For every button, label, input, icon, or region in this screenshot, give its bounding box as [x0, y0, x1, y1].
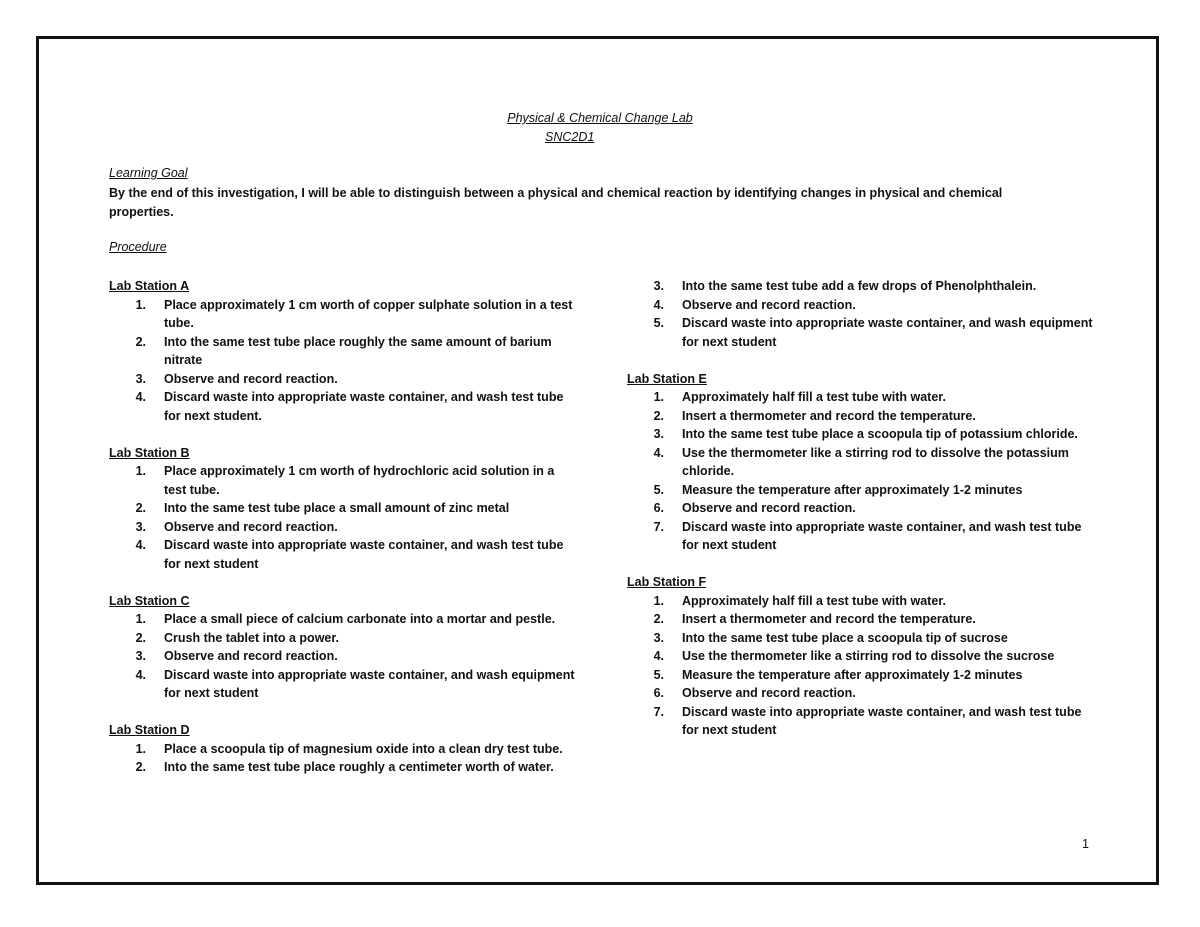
station-c — [109, 592, 579, 703]
list-item: 2. Into the same test tube place roughly the same amount of barium nitrate — [135, 334, 552, 367]
page-number: 1 — [1082, 837, 1089, 851]
station-heading: Lab Station D — [109, 723, 190, 737]
list-item: 4. Use the thermometer like a stirring rod to dissolve the sucrose — [653, 649, 1055, 663]
list-item: 2. Insert a thermometer and record the temperature. — [653, 612, 976, 626]
list-item: 4. Discard waste into appropriate waste container, and wash equipment for next student — [135, 667, 575, 700]
document-title: Physical & Chemical Change Lab — [507, 111, 693, 125]
list-item: 1. Place approximately 1 cm worth of copper sulphate solution in a test tube. — [135, 297, 573, 330]
list-item: 4. Discard waste into appropriate waste container, and wash test tube for next student — [135, 538, 564, 571]
list-item: 2. Into the same test tube place roughly a centimeter worth of water. — [135, 760, 554, 774]
station-b — [109, 444, 579, 574]
list-item: 6. Observe and record reaction. — [653, 501, 856, 515]
list-item: 3. Observe and record reaction. — [135, 371, 338, 386]
list-item: 2. Crush the tablet into a power. — [135, 630, 340, 645]
list-item: 5. Discard waste into appropriate waste container, and wash equipment for next student — [653, 316, 1093, 349]
list-item: 2. Insert a thermometer and record the temperature. — [653, 408, 976, 423]
list-item: 1. Place a small piece of calcium carbonate into a mortar and pestle. — [135, 612, 556, 626]
list-item: 2. Into the same test tube place a small amount of zinc metal — [135, 501, 510, 515]
list-item: 6. Observe and record reaction. — [653, 686, 856, 700]
list-item: 4. Discard waste into appropriate waste container, and wash test tube for next student. — [135, 390, 564, 423]
list-item: 1. Approximately half fill a test tube with water. — [653, 390, 946, 404]
list-item: 7. Discard waste into appropriate waste container, and wash test tube for next student — [653, 519, 1082, 552]
list-item: 7. Discard waste into appropriate waste container, and wash test tube for next student — [653, 704, 1082, 737]
course-code: SNC2D1 — [545, 130, 595, 144]
list-item: 1. Place a scoopula tip of magnesium oxide into a clean dry test tube. — [135, 741, 563, 756]
list-item: 1. Place approximately 1 cm worth of hydrochloric acid solution in a test tube. — [135, 464, 555, 497]
list-item: 4. Observe and record reaction. — [653, 297, 856, 312]
left-column — [109, 277, 579, 795]
station-d-continued — [627, 277, 1097, 351]
list-item: 1. Approximately half fill a test tube with water. — [653, 593, 946, 608]
list-item: 3. Observe and record reaction. — [135, 519, 338, 534]
station-heading: Lab Station A — [109, 279, 190, 293]
station-heading: Lab Station F — [627, 575, 707, 589]
list-item: 3. Observe and record reaction. — [135, 649, 338, 663]
list-item: 5. Measure the temperature after approximately 1-2 minutes — [653, 667, 1023, 682]
list-item: 3. Into the same test tube place a scoopula tip of potassium chloride. — [653, 427, 1078, 441]
station-heading: Lab Station C — [109, 593, 190, 608]
list-item: 3. Into the same test tube place a scoopula tip of sucrose — [653, 630, 1008, 645]
list-item: 3. Into the same test tube add a few drops of Phenolphthalein. — [653, 279, 1037, 293]
station-heading: Lab Station B — [109, 445, 190, 460]
learning-goal-text: By the end of this investigation, I will be able to distinguish between a physical and chemical reaction by identifying changes in physical and chemical properties. — [109, 186, 1003, 219]
learning-goal-heading: Learning Goal — [109, 166, 188, 180]
list-item: 5. Measure the temperature after approximately 1-2 minutes — [653, 482, 1023, 497]
station-d — [109, 721, 579, 777]
right-column — [627, 277, 1097, 758]
station-a — [109, 277, 579, 425]
station-f — [627, 573, 1097, 740]
list-item: 4. Use the thermometer like a stirring rod to dissolve the potassium chloride. — [653, 445, 1069, 478]
station-heading: Lab Station E — [627, 371, 707, 386]
station-e — [627, 370, 1097, 555]
procedure-heading: Procedure — [109, 240, 167, 254]
